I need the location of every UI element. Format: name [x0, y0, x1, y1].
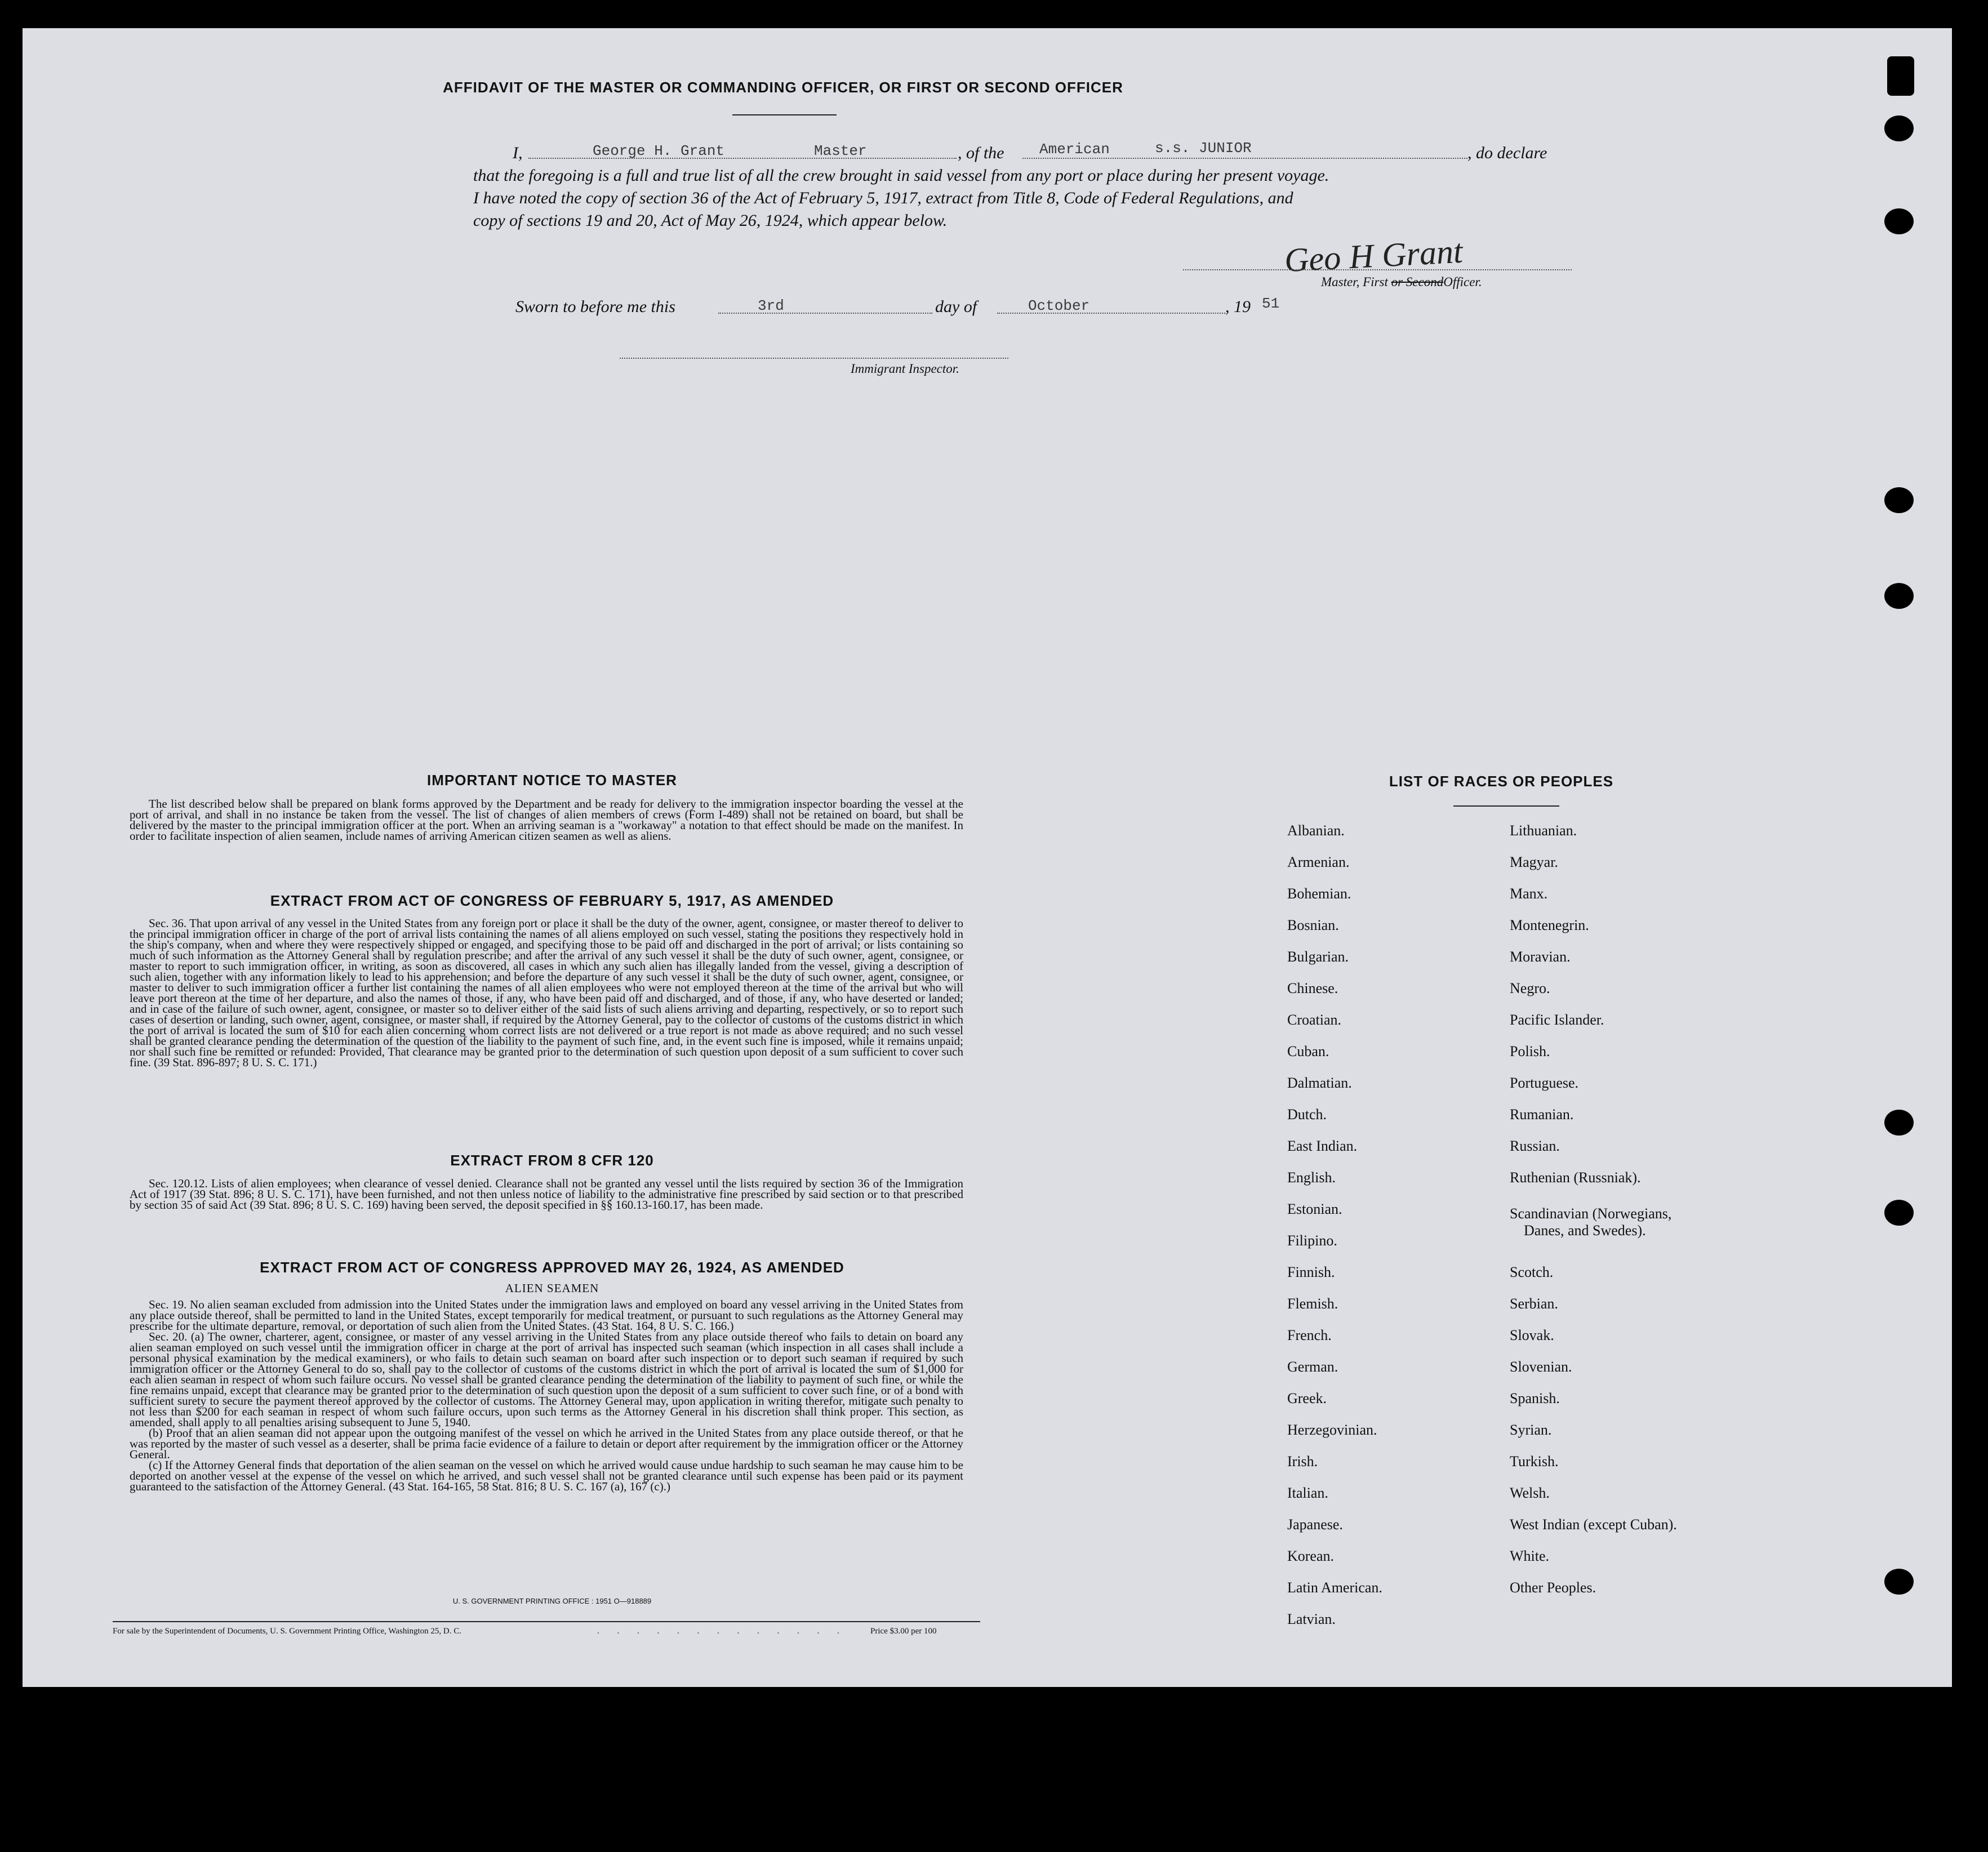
race-item: French.	[1287, 1327, 1332, 1343]
race-item: Dalmatian.	[1287, 1075, 1352, 1091]
race-item: Manx.	[1510, 885, 1548, 902]
signature-caption-1: Master, First	[1321, 275, 1388, 289]
race-item: Other Peoples.	[1510, 1579, 1596, 1596]
race-item: Portuguese.	[1510, 1075, 1579, 1091]
sec20c-text: (c) If the Attorney General finds that deportation of the alien seaman on the vessel on which he arrived would cause undue hardship to such seaman he may cause him to be deported on another vessel at the expense of the vessel on which he arrived, and such vessel shall not be granted clearance until such expense has been paid or its payment guaranteed to the satisfaction of the Attorney General. (43 Stat. 164-165, 58 Stat. 816; 8 U. S. C. 167 (a), 167 (c).)	[130, 1458, 963, 1493]
races-title: LIST OF RACES OR PEOPLES	[1389, 773, 1614, 790]
race-item: Italian.	[1287, 1485, 1328, 1501]
race-item: Welsh.	[1510, 1485, 1550, 1501]
race-item: Danes, and Swedes).	[1524, 1222, 1646, 1239]
race-item: Latin American.	[1287, 1579, 1382, 1596]
race-item: Russian.	[1510, 1138, 1560, 1154]
race-item: Flemish.	[1287, 1295, 1338, 1312]
race-item: Polish.	[1510, 1043, 1550, 1059]
title-rule	[732, 114, 837, 115]
race-item: Japanese.	[1287, 1516, 1343, 1533]
race-item: Scotch.	[1510, 1264, 1554, 1280]
race-item: Rumanian.	[1510, 1106, 1574, 1123]
extract-1917-title: EXTRACT FROM ACT OF CONGRESS OF FEBRUARY 5, 1917, AS AMENDED	[270, 892, 834, 909]
race-item: German.	[1287, 1359, 1338, 1375]
race-item: Spanish.	[1510, 1390, 1560, 1406]
punch-hole	[1884, 487, 1914, 513]
race-item: Negro.	[1510, 980, 1550, 996]
race-item: Latvian.	[1287, 1611, 1336, 1627]
race-item: Serbian.	[1510, 1295, 1558, 1312]
notice-title: IMPORTANT NOTICE TO MASTER	[427, 772, 677, 789]
race-item: Greek.	[1287, 1390, 1327, 1406]
race-item: Lithuanian.	[1510, 822, 1577, 839]
day-of-label: day of	[935, 297, 977, 316]
sec20a-text: Sec. 20. (a) The owner, charterer, agent, consignee, or master of any vessel arriving in the United States from any place outside thereof who fails to detain on board any alien seaman employed on such vessel until the immigration officer in charge at the port of arrival has inspected such seaman (which inspection in all cases shall include a personal physical examination by the medical examiners), or who fails to detain such seaman on board after such inspection or to deport such seaman if required by such immigration officer or the Attorney General to do so, shall pay to the collector of customs of the customs district in which the port of arrival is located the sum of $1,000 for each alien seaman in respect of whom such failure occurs. No vessel shall be granted clearance pending the determination of the liability to payment of such fine, or while the fine remains unpaid, except that clearance may be granted prior to the determination of such question upon the deposit of a sum sufficient to cover such fine, or of a bond with sufficient surety to secure the payment thereof approved by the collector of customs. The Attorney General may, upon application in writing therefor, mitigate such penalty to not less than $200 for each seaman in respect of whom such failure occurs, upon such terms as the Attorney General in his discretion shall think proper. This section, as amended, shall apply to all penalties arising subsequent to June 5, 1940.	[130, 1330, 963, 1429]
race-item: Korean.	[1287, 1548, 1335, 1564]
punch-hole	[1884, 583, 1914, 609]
affidavit-title: AFFIDAVIT OF THE MASTER OR COMMANDING OFFICER, OR FIRST OR SECOND OFFICER	[443, 79, 1123, 96]
race-item: Scandinavian (Norwegians,	[1510, 1205, 1672, 1222]
sworn-month: October	[1028, 297, 1090, 314]
race-item: Herzegovinian.	[1287, 1422, 1377, 1438]
year-prefix: , 19	[1225, 297, 1251, 316]
race-item: East Indian.	[1287, 1138, 1358, 1154]
race-item: Syrian.	[1510, 1422, 1552, 1438]
vessel-name: s.s. JUNIOR	[1155, 140, 1252, 157]
race-item: Croatian.	[1287, 1012, 1342, 1028]
sworn-label: Sworn to before me this	[515, 297, 675, 316]
race-item: Magyar.	[1510, 854, 1558, 870]
punch-hole	[1884, 1110, 1914, 1136]
race-item: White.	[1510, 1548, 1550, 1564]
of-the-label: , of the	[958, 144, 1004, 162]
document-sheet	[23, 28, 1952, 1687]
punch-hole	[1884, 208, 1914, 234]
master-rank: Master	[814, 143, 867, 159]
race-item: Slovenian.	[1510, 1359, 1572, 1375]
race-item: Pacific Islander.	[1510, 1012, 1604, 1028]
master-name: George H. Grant	[593, 143, 725, 159]
race-item: Ruthenian (Russniak).	[1510, 1169, 1641, 1186]
race-item: Filipino.	[1287, 1232, 1337, 1249]
punch-hole	[1884, 115, 1914, 141]
race-item: Cuban.	[1287, 1043, 1329, 1059]
extract-1924-title: EXTRACT FROM ACT OF CONGRESS APPROVED MAY 26, 1924, AS AMENDED	[260, 1259, 844, 1276]
signature-caption	[1321, 275, 1482, 290]
sworn-day: 3rd	[758, 297, 784, 314]
affidavit-line-3: I have noted the copy of section 36 of the Act of February 5, 1917, extract from Title 8, Code of Federal Regulations, and	[473, 189, 1293, 207]
extract-1924-body	[130, 1299, 963, 1492]
inspector-line	[620, 358, 1008, 359]
footer-price: Price $3.00 per 100	[870, 1627, 937, 1636]
extract-cfr-text: Sec. 120.12. Lists of alien employees; when clearance of vessel denied. Clearance shall not be granted any vessel until the lists required by section 36 of the Immigration Act of 1917 (39 Stat. 896; 8 U. S. C. 171), have been furnished, and not then unless notice of liability to the administrative fine prescribed by said section or to that prescribed by section 35 of said Act (39 Stat. 896; 8 U. S. C. 169) having been served, the deposit specified in §§ 160.13-160.17, has been made.	[130, 1177, 963, 1212]
races-title-rule	[1453, 805, 1559, 807]
punch-hole	[1884, 1569, 1914, 1595]
race-item: Irish.	[1287, 1453, 1318, 1470]
race-item: Armenian.	[1287, 854, 1350, 870]
alien-seamen-subtitle: ALIEN SEAMEN	[505, 1281, 599, 1295]
race-item: English.	[1287, 1169, 1336, 1186]
extract-1917-text: Sec. 36. That upon arrival of any vessel in the United States from any foreign port or place it shall be the duty of the owner, agent, consignee, or master thereof to deliver to the principal immigration officer in charge of the port of arrival lists containing the names of all aliens employed on such vessel, stating the positions they respectively hold in the ship's company, when and where they were respectively shipped or engaged, and specifying those to be paid off and discharged in the port of arrival; or lists containing so much of such information as the Attorney General shall by regulation prescribe; and after the arrival of any such vessel it shall be the duty of such owner, agent, consignee, or master to report to such immigration officer, in writing, as soon as discovered, all cases in which any such alien has illegally landed from the vessel, giving a description of such alien, together with any information likely to lead to his apprehension; and before the departure of any such vessel it shall be the duty of such owner, agent, consignee, or master to deliver to such immigration officer a further list containing the names of all alien employees who were not employed thereon at the time of the arrival but who will leave port thereon at the time of her departure, and also the names of those, if any, who have been paid off and discharged, and of those, if any, who have deserted or landed; and in case of the failure of such owner, agent, consignee, or master so to deliver either of the said lists of such aliens arriving and departing, respectively, or so to report such cases of desertion or landing, such owner, agent, consignee, or master shall, if required by the Attorney General, pay to the collector of customs of the customs district in which the port of arrival is located the sum of $10 for each alien concerning whom correct lists are not delivered or a true report is not made as above required; and no such vessel shall be granted clearance pending the determination of the question of the liability to the payment of such fine, and, in the event such fine is imposed, while it remains unpaid; nor shall such fine be remitted or refunded: Provided, That clearance may be granted prior to the determination of such question upon deposit of a sum sufficient to cover such fine. (39 Stat. 896-897; 8 U. S. C. 171.)	[130, 916, 963, 1069]
signature-caption-2: Officer.	[1443, 275, 1482, 289]
race-item: Finnish.	[1287, 1264, 1335, 1280]
sec20b-text: (b) Proof that an alien seaman did not appear upon the outgoing manifest of the vessel on which he arrived in the United States from any place outside thereof, or that he was reported by the master of such vessel as a deserter, shall be prima facie evidence of a failure to detain or deport after requirement by the immigration officer or the Attorney General.	[130, 1426, 963, 1461]
race-item: Bohemian.	[1287, 885, 1351, 902]
race-item: Slovak.	[1510, 1327, 1554, 1343]
footer-rule	[113, 1621, 980, 1622]
race-item: West Indian (except Cuban).	[1510, 1516, 1677, 1533]
day-line	[718, 313, 932, 314]
footer-leader: . . . . . . . . . . . . .	[597, 1627, 847, 1636]
footer-sale: For sale by the Superintendent of Documents, U. S. Government Printing Office, Washington 25, D. C.	[113, 1627, 461, 1636]
notice-text: The list described below shall be prepared on blank forms approved by the Department and be ready for delivery to the immigration inspector boarding the vessel at the port of arrival, and shall in no instance be taken from the vessel. The list of changes of alien members of crews (Form I-489) shall not be retained on board, but shall be delivered by the master to the principal immigration officer at the port. When an arriving seaman is a "workaway" a notation to that effect should be made on the manifest. In order to facilitate inspection of alien seamen, include names of arriving American citizen seamen as well as aliens.	[130, 797, 963, 843]
race-item: Bulgarian.	[1287, 949, 1349, 965]
race-item: Bosnian.	[1287, 917, 1339, 933]
race-item: Moravian.	[1510, 949, 1571, 965]
punch-hole	[1887, 56, 1914, 96]
race-item: Turkish.	[1510, 1453, 1559, 1470]
i-label: I,	[513, 144, 523, 162]
race-item: Dutch.	[1287, 1106, 1327, 1123]
race-item: Estonian.	[1287, 1201, 1342, 1217]
sworn-year: 51	[1262, 295, 1280, 312]
master-signature: Geo H Grant	[1283, 232, 1464, 279]
signature-line	[1183, 269, 1572, 270]
affidavit-line-2: that the foregoing is a full and true list of all the crew brought in said vessel from any port or place during her present voyage.	[473, 166, 1329, 185]
do-declare: , do declare	[1467, 144, 1547, 162]
race-item: Montenegrin.	[1510, 917, 1589, 933]
printing-office-line: U. S. GOVERNMENT PRINTING OFFICE : 1951 O—918889	[452, 1597, 652, 1605]
sec19-text: Sec. 19. No alien seaman excluded from admission into the United States under the immigration laws and employed on board any vessel arriving in the United States from any place outside thereof, shall be permitted to land in the United States, except temporarily for medical treatment, or pursuant to such regulations as the Attorney General may prescribe for the ultimate departure, removal, or deportation of such alien from the United States. (43 Stat. 164, 8 U. S. C. 166.)	[130, 1298, 963, 1333]
affidavit-line-4: copy of sections 19 and 20, Act of May 26, 1924, which appear below.	[473, 211, 948, 230]
inspector-caption: Immigrant Inspector.	[851, 362, 959, 376]
signature-caption-struck: or Second	[1391, 275, 1444, 289]
race-item: Chinese.	[1287, 980, 1338, 996]
extract-cfr-title: EXTRACT FROM 8 CFR 120	[450, 1152, 654, 1169]
punch-hole	[1884, 1200, 1914, 1226]
vessel-line	[1022, 158, 1467, 159]
race-item: Albanian.	[1287, 822, 1345, 839]
vessel-nationality: American	[1039, 141, 1110, 158]
